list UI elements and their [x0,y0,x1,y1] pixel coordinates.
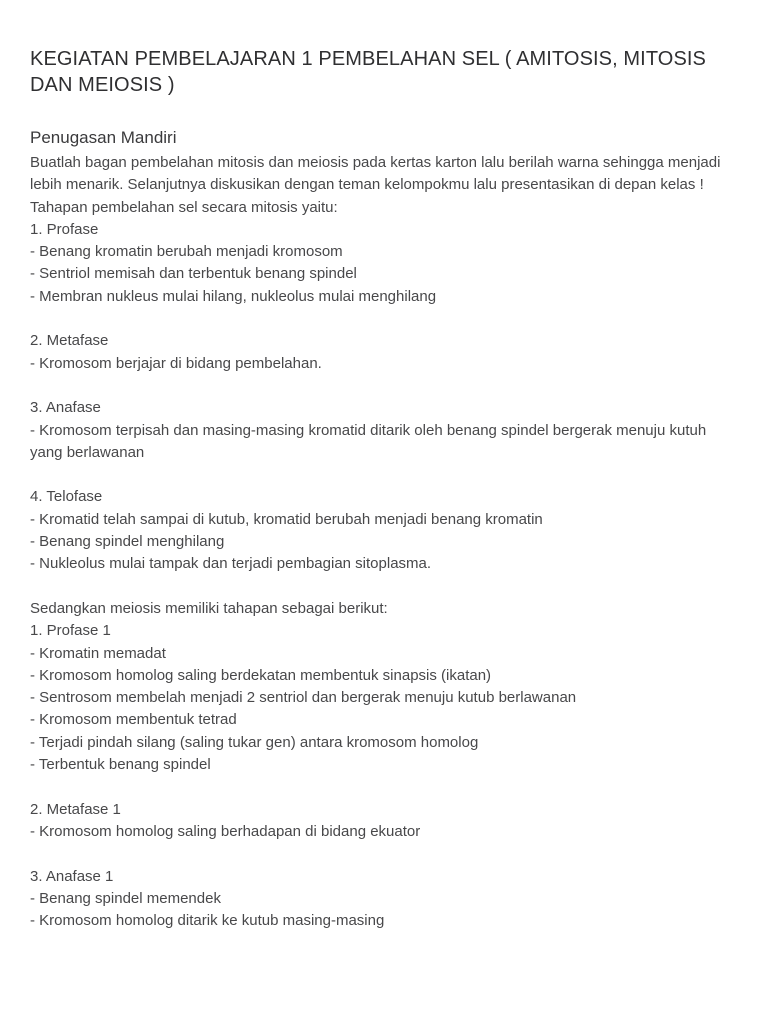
mitosis-stage [30,219,738,308]
meiosis-stage [30,866,738,933]
document-body [30,152,738,932]
stage-point: - Kromosom membentuk tetrad [30,711,237,729]
mitosis-stages [30,219,738,576]
stage-point: - Benang spindel memendek [30,889,221,907]
stage-heading: 3. Anafase 1 [30,867,114,885]
spacer [30,375,738,397]
stage-point: - Kromatid telah sampai di kutub, kromatid berubah menjadi benang kromatin [30,510,543,528]
stage-point: - Kromosom berjajar di bidang pembelahan. [30,354,322,372]
stage-point: - Membran nukleus mulai hilang, nukleolus mulai menghilang [30,287,437,305]
stage-heading: 1. Profase [30,220,99,238]
stage-point: - Kromatin memadat [30,644,166,662]
mitosis-stage [30,330,738,375]
stage-heading: 3. Anafase [30,399,101,417]
stage-point: - Nukleolus mulai tampak dan terjadi pembagian sitoplasma. [30,555,432,573]
stage-point: - Benang kromatin berubah menjadi kromosom [30,243,343,261]
mitosis-intro: Tahapan pembelahan sel secara mitosis yaitu: [30,198,338,216]
stage-heading: 4. Telofase [30,488,103,506]
spacer [30,776,738,798]
meiosis-stage [30,799,738,844]
spacer [30,308,738,330]
stage-point: - Sentriol memisah dan terbentuk benang spindel [30,265,357,283]
stage-point: - Kromosom homolog saling berhadapan di bidang ekuator [30,822,421,840]
document-title: KEGIATAN PEMBELAJARAN 1 PEMBELAHAN SEL ( AMITOSIS, MITOSIS DAN MEIOSIS ) [30,48,706,96]
section-heading: Penugasan Mandiri [30,128,177,147]
stage-point: - Kromosom homolog ditarik ke kutub masing-masing [30,912,385,930]
meiosis-stage [30,620,738,776]
stage-heading: 1. Profase 1 [30,622,111,640]
mitosis-stage [30,397,738,464]
stage-point: - Terbentuk benang spindel [30,756,211,774]
stage-point: - Sentrosom membelah menjadi 2 sentriol dan bergerak menuju kutub berlawanan [30,689,577,707]
stage-point: - Kromosom homolog saling berdekatan membentuk sinapsis (ikatan) [30,666,492,684]
stage-point: - Kromosom terpisah dan masing-masing kromatid ditarik oleh benang spindel bergerak menuju kutuh yang berlawanan [30,421,711,461]
spacer [30,576,738,598]
intro-paragraph: Buatlah bagan pembelahan mitosis dan meiosis pada kertas karton lalu berilah warna sehingga menjadi lebih menarik. Selanjutnya diskusikan dengan teman kelompokmu lalu presentasikan di depan kelas ! [30,154,725,194]
spacer [30,464,738,486]
mitosis-stage [30,486,738,575]
spacer [30,843,738,865]
meiosis-intro: Sedangkan meiosis memiliki tahapan sebagai berikut: [30,599,388,617]
meiosis-stages [30,620,738,932]
stage-heading: 2. Metafase [30,332,109,350]
stage-heading: 2. Metafase 1 [30,800,121,818]
stage-point: - Benang spindel menghilang [30,533,225,551]
stage-point: - Terjadi pindah silang (saling tukar gen) antara kromosom homolog [30,733,479,751]
